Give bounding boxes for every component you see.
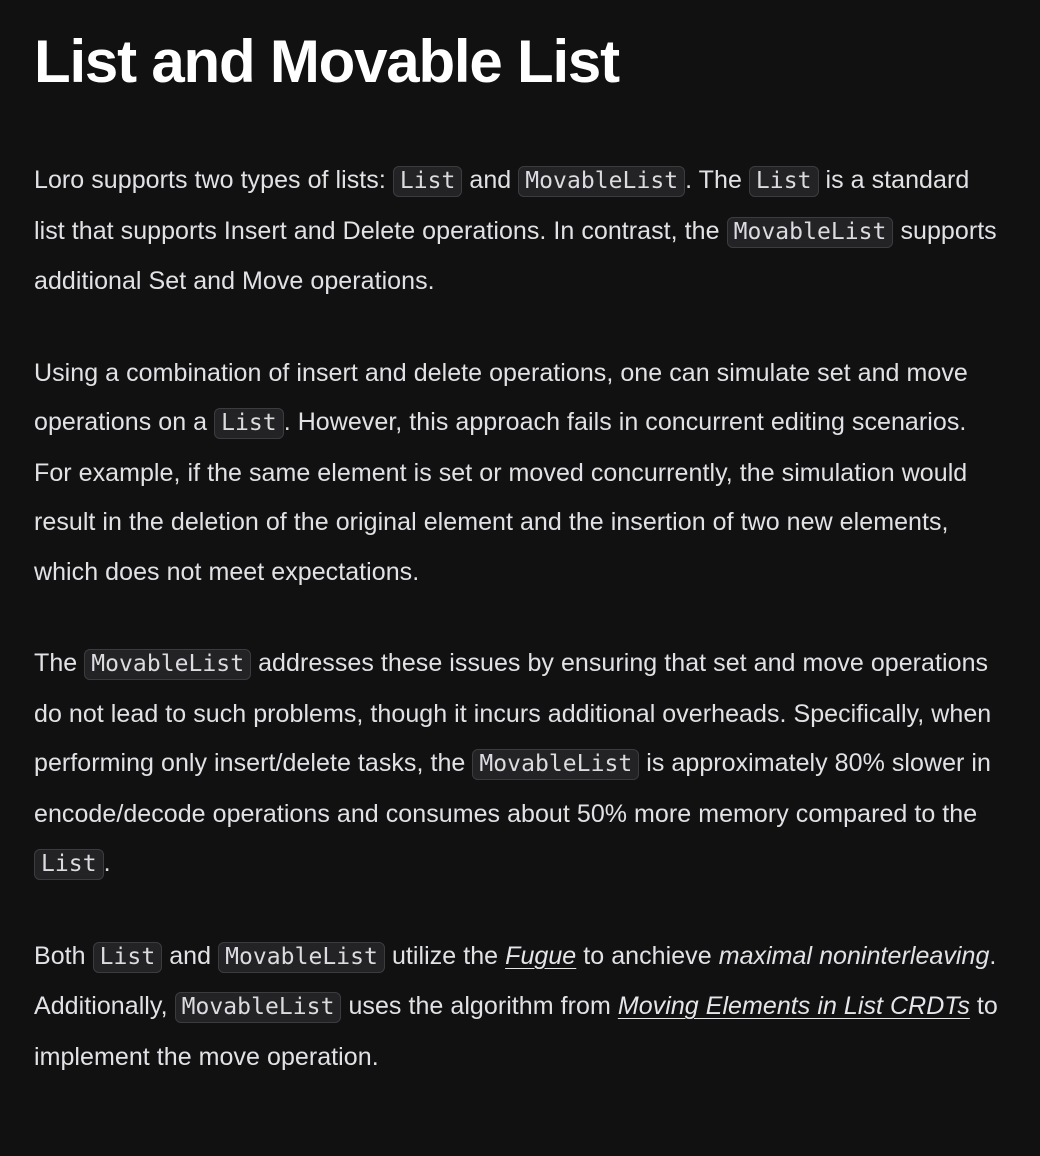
- text-span: and: [462, 166, 519, 194]
- text-span: to anchieve: [576, 941, 719, 970]
- fugue-link[interactable]: Fugue: [505, 941, 577, 970]
- text-span: Using a combination of insert and delete operations, one can simulate set and move operations on a: [34, 358, 968, 436]
- text-span: uses the algorithm from: [341, 992, 618, 1020]
- inline-code: MovableList: [518, 166, 685, 197]
- inline-code: MovableList: [218, 942, 385, 973]
- inline-code: List: [34, 849, 104, 880]
- page-title: List and Movable List: [34, 28, 619, 95]
- simulation-paragraph: [34, 349, 1006, 598]
- text-span: is approximately 80% slower in encode/decode operations and consumes about 50% more memory compared to the: [34, 749, 991, 828]
- inline-code: List: [749, 166, 819, 197]
- text-span: . However, this approach fails in concurrent editing scenarios. For example, if the same element is set or moved concurrently, the simulation would result in the deletion of the original element and the insertion of two new elements, which does not meet expectations.: [34, 408, 968, 586]
- inline-code: MovableList: [727, 217, 894, 248]
- intro-paragraph: [34, 156, 1006, 307]
- moving-elements-link[interactable]: Moving Elements in List CRDTs: [617, 992, 970, 1020]
- text-span: utilize the: [384, 941, 506, 970]
- text-span: . The: [685, 166, 749, 194]
- text-span: and: [162, 941, 219, 970]
- text-span: is a standard list that supports Insert and Delete operations. In contrast, the: [34, 166, 970, 245]
- inline-code: MovableList: [472, 749, 639, 780]
- algorithm-paragraph: [34, 932, 1006, 1083]
- inline-code: List: [393, 166, 463, 197]
- text-span: The: [34, 649, 85, 677]
- text-span: addresses these issues by ensuring that set and move operations do not lead to such problems, though it incurs additional overheads. Specifically, when performing only insert/delete tasks, the: [34, 649, 992, 777]
- inline-code: MovableList: [84, 649, 251, 680]
- inline-code: MovableList: [175, 992, 342, 1023]
- text-span: .: [103, 849, 111, 877]
- inline-code: List: [93, 942, 163, 973]
- text-span: Both: [34, 941, 93, 970]
- inline-code: List: [214, 408, 284, 439]
- overhead-paragraph: [34, 639, 1006, 890]
- emphasis-text: maximal noninterleaving: [718, 941, 990, 970]
- text-span: . Additionally,: [34, 941, 997, 1020]
- text-span: Loro supports two types of lists:: [34, 166, 393, 194]
- text-span: supports additional Set and Move operations.: [34, 216, 997, 295]
- text-span: to implement the move operation.: [34, 992, 998, 1071]
